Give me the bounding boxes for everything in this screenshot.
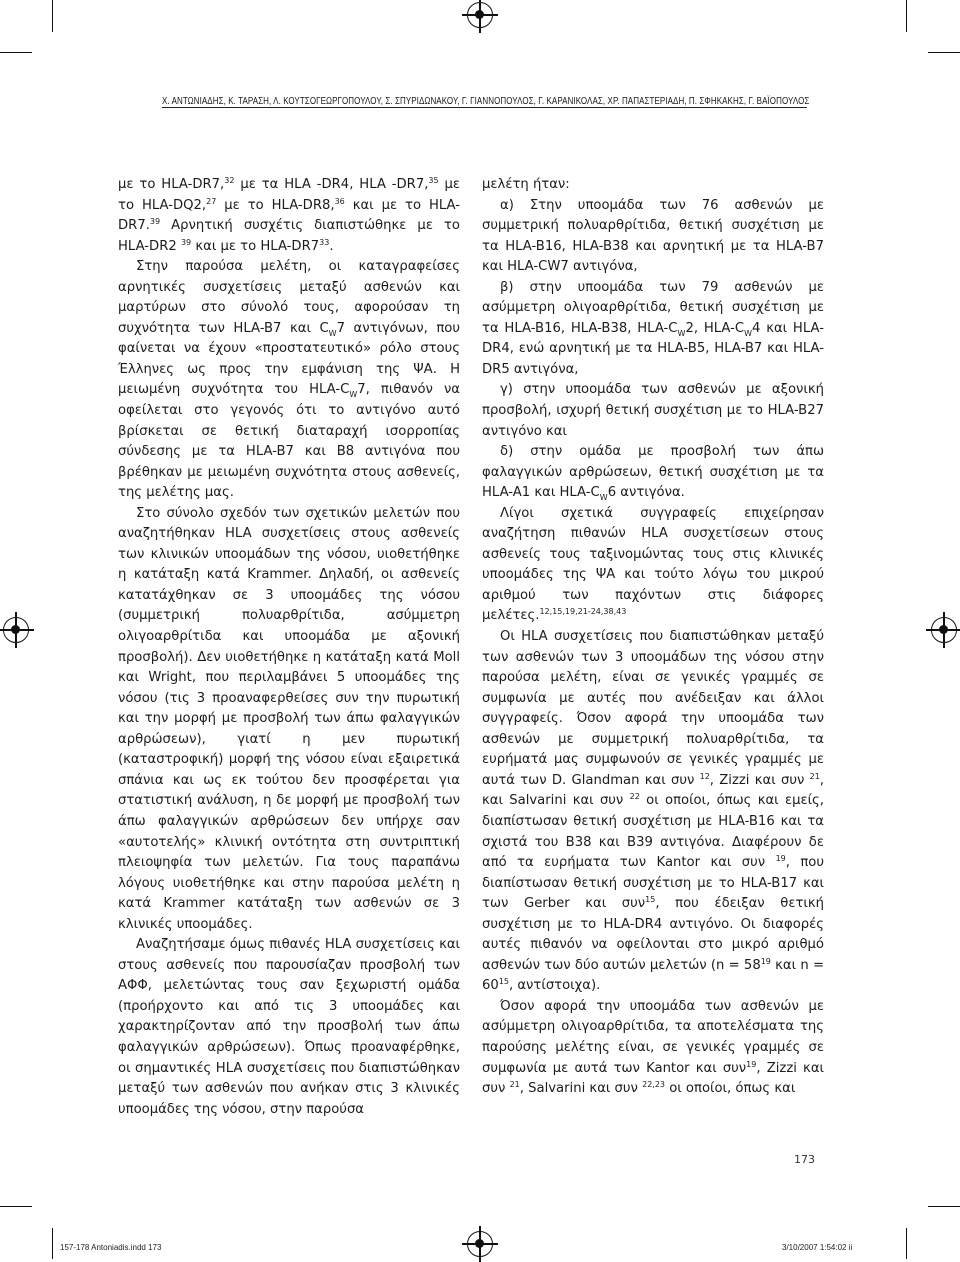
crop-mark <box>0 1206 32 1207</box>
print-slug-file: 157-178 Antoniadis.indd 173 <box>60 1243 162 1252</box>
paragraph: με το HLA-DR7,32 με τα HLA -DR4, HLA -DR7,35 με το HLA-DQ2,27 με το HLA-DR8,36 και με το HLA-DR7.39 Αρνητική συσχέτις διαπιστώθηκε με το HLA-DR2 $^{39}$ και με το HLA-$DR7^{33}$. <box>118 176 461 254</box>
paragraph: Όσον αφορά την υποομάδα των ασθενών με ασύμμετρη ολιγοαρθρίτιδα, τα αποτελέσματα της παρούσης μελέτης είναι, σε γενικές γραμμές σε συμφωνία με αυτά των Kantor και συν$^{19}$, Zizzi και συν $^{21}$, Salvarini και συν $^{22,23}$ οι οποίοι, όπως και <box>482 998 824 1097</box>
paragraph: β) στην υποομάδα των 79 ασθενών με ασύμμετρη ολιγοαρθρίτιδα, θετική συσχέτιση με τα HLA-B16, HLA-B38, HLA-$C_W2$, HLA-$C_W4$ και HLA-DR4, ενώ αρνητική με τα HLA-B5, HLA-B7 και HLA-DR5 αντιγόνα, <box>482 279 824 377</box>
print-slug-date: 3/10/2007 1:54:02 ii <box>782 1243 853 1252</box>
paragraph: Στην παρούσα μελέτη, οι καταγραφείσες αρνητικές συσχετίσεις μεταξύ ασθενών και μαρτύρων στο σύνολό τους, αφορούσαν τη συχνότητα των HLA-B7 και $C_W7$ αντιγόνων, που φαίνεται να έχουν «προστατευτικό» ρόλο στους Έλληνες ως προς την εμφάνιση της ΨΑ. Η μειωμένη συχνότητα του HLA-$C_W7$, πιθανόν να οφείλεται στο γεγονός ότι το αντιγόνο αυτό βρίσκεται σε θετική διαταραχή ισορροπίας σύνδεσης με τα HLA-B7 και B8 αντιγόνα που βρέθηκαν με μειωμένη συχνότητα στους ασθενείς, της μελέτης μας. <box>118 259 460 501</box>
paragraph: Λίγοι σχετικά συγγραφείς επιχείρησαν αναζήτηση πιθανών HLA συσχετίσεων στους ασθενείς τους ταξινομώντας τους στις κλινικές υποομάδες της ΨΑ και τούτο λόγω του μικρού αριθμού των παχόντων στις διάφορες μελέτες.$^{12,15,19,21-24,38,43}$ <box>482 505 824 624</box>
registration-mark-icon <box>3 617 29 643</box>
paragraph: Στο σύνολο σχεδόν των σχετικών μελετών που αναζητήθηκαν HLA συσχετίσεις στους ασθενείς των κλινικών υποομάδων της νόσου, υιοθετήθηκε η κατάταξη κατά Krammer. Δηλαδή, οι ασθενείς κατατάχθηκαν σε 3 υποομάδες της νόσου (συμμετρική πολυαρθρίτιδα, ασύμμετρη ολιγοαρθρίτιδα και υποομάδα με αξονική προσβολή). Δεν υιοθετήθηκε η κατάταξη κατά Moll και Wright, που περιλαμβάνει 5 υποομάδες της νόσου (τις 3 προαναφερθείσες συν την πυρωτική και την μορφή με προσβολή των άπω φαλαγγικών αρθρώσεων), γιατί η μεν πυρωτική (καταστροφική) μορφή της νόσου είναι εξαιρετικά σπάνια και ως εκ τούτου δεν προσφέρεται για στατιστική ανάλυση, η δε μορφή με προσβολή των άπω φαλαγγικών αρθρώσεων δεν υπήρχε σαν «αυτοτελής» κλινική οντότητα στη συντριπτική πλειοψηφία των μελετών. Για τους παραπάνω λόγους υιοθετήθηκε και στην παρούσα μελέτη η κατά Krammer κατάταξη των ασθενών σε 3 κλινικές υποομάδες. <box>118 505 460 932</box>
running-header: Χ. ΑΝΤΩΝΙΑΔΗΣ, Κ. ΤΑΡΑΣΗ, Λ. ΚΟΥΤΣΟΓΕΩΡΓΟΠΟΥΛΟΥ, Σ. ΣΠΥΡΙΔΩΝΑΚΟΥ, Γ. ΓΙΑΝΝΟΠΟΥΛΟΣ, Γ. ΚΑΡΑΝΙΚΟΛΑΣ, ΧΡ. ΠΑΠΑΣΤΕΡΙΑΔΗ, Π. ΣΦΗΚΑΚΗΣ, Γ. ΒΑΪΟΠΟΥΛΟΣ <box>162 96 810 107</box>
page-number: 173 <box>794 1153 815 1166</box>
right-column <box>482 175 824 1100</box>
paragraph: Οι HLA συσχετίσεις που διαπιστώθηκαν μεταξύ των ασθενών των 3 υποομάδων της νόσου στην παρούσα μελέτη, είναι σε γενικές γραμμές σε συμφωνία με αυτές που ανέδειξαν και άλλοι συγγραφείς. Όσον αφορά την υποομάδα των ασθενών με συμμετρική πολυαρθρίτιδα, τα ευρήματά μας συμφωνούν σε γενικές γραμμές με αυτά των D. Glandman και συν $^{12}$, Zizzi και συν $^{21}$, και Salvarini και συν $^{22}$ οι οποίοι, όπως και εμείς, διαπίστωσαν θετική συσχέτιση με HLA-B16 και τα σχιστά του B38 και B39 αντιγόνα. Διαφέρουν δε από τα ευρήματα των Kantor και συν $^{19}$, που διαπίστωσαν θετική συσχέτιση με το HLA-B17 και των Gerber και συν$^{15}$, που έδειξαν θετική συσχέτιση με το HLA-DR4 αντιγόνο. Οι διαφορές αυτές πιθανόν να οφείλονται στο μικρό αριθμό ασθενών των δύο αυτών μελετών ($n = 58^{19}$ και $n = 60^{15}$, αντίστοιχα). <box>482 629 824 994</box>
paragraph: Αναζητήσαμε όμως πιθανές HLA συσχετίσεις και στους ασθενείς που παρουσίαζαν προσβολή των ΑΦΦ, μελετώντας τους σαν ξεχωριστή ομάδα (προήρχοντο και από τις 3 υποομάδες και χαρακτηρίζονταν από την προσβολή των άπω φαλαγγικών αρθρώσεων). Όπως προαναφέρθηκε, οι σημαντικές HLA συσχετίσεις που διαπιστώθηκαν μεταξύ των ασθενών που ανήκαν στις 3 κλινικές υποομάδες της νόσου, στην παρούσα <box>118 937 460 1117</box>
crop-mark <box>0 52 32 53</box>
left-column <box>118 175 460 1120</box>
paragraph: μελέτη ήταν: <box>482 177 570 192</box>
registration-mark-icon <box>467 2 493 28</box>
paragraph: δ) στην ομάδα με προσβολή των άπω φαλαγγικών αρθρώσεων, θετική συσχέτιση με τα HLA-A1 και HLA-$C_W6$ αντιγόνα. <box>482 444 824 503</box>
crop-mark <box>52 1228 53 1259</box>
registration-mark-icon <box>467 1231 493 1257</box>
registration-mark-icon <box>931 617 957 643</box>
paragraph: γ) στην υποομάδα των ασθενών με αξονική προσβολή, ισχυρή θετική συσχέτιση με το HLA-B27 αντιγόνο και <box>482 382 824 439</box>
crop-mark <box>928 52 960 53</box>
crop-mark <box>906 0 907 32</box>
crop-mark <box>928 1206 960 1207</box>
crop-mark <box>52 0 53 32</box>
crop-mark <box>906 1228 907 1259</box>
paragraph: α) Στην υποομάδα των 76 ασθενών με συμμετρική πολυαρθρίτιδα, θετική συσχέτιση με τα HLA-B16, HLA-B38 και αρνητική με τα HLA-B7 και HLA-CW7 αντιγόνα, <box>482 197 824 275</box>
header-rule <box>162 107 807 108</box>
